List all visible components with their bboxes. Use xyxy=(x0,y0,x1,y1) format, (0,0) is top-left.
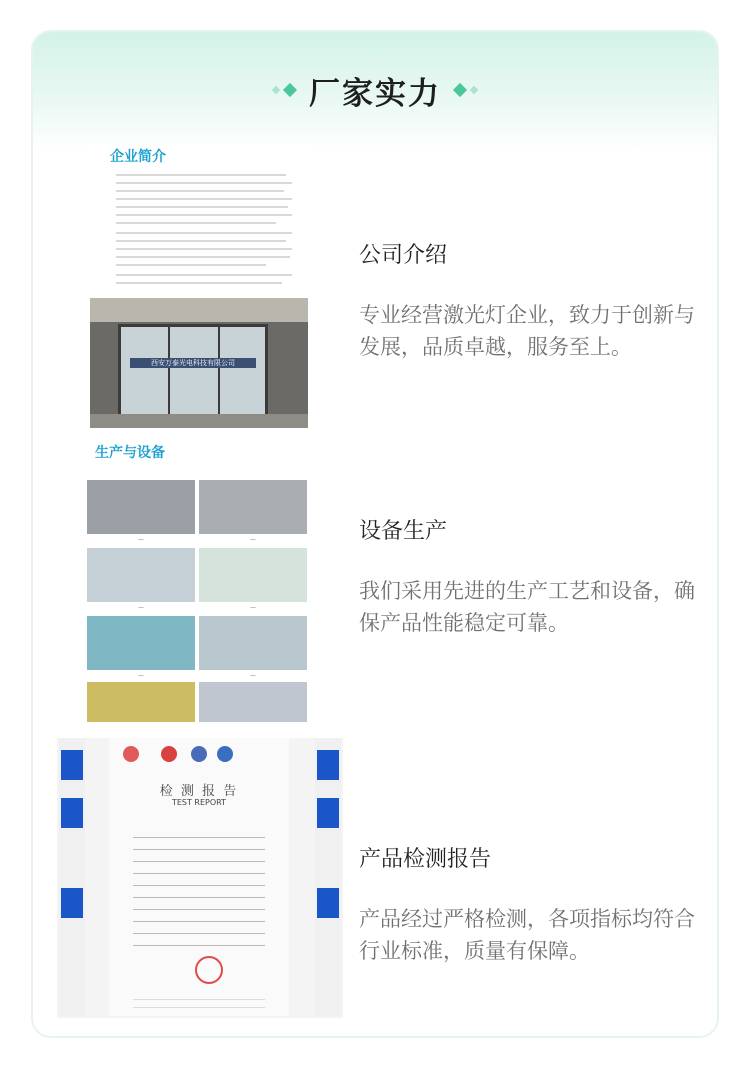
report-title-en: TEST REPORT xyxy=(171,798,227,807)
office-entrance-photo xyxy=(90,298,308,428)
section-company xyxy=(33,144,717,434)
test-report-image xyxy=(57,738,343,1020)
report-title: 检 测 报 告 xyxy=(159,784,239,799)
company-profile-image xyxy=(90,144,310,428)
red-stamp-icon xyxy=(195,956,223,984)
test-report-text xyxy=(359,842,699,967)
production-text xyxy=(359,514,699,639)
company-profile-heading: 企业简介 xyxy=(110,149,166,165)
card-header xyxy=(33,32,717,150)
section-test-report xyxy=(33,738,717,1028)
section-title: 公司介绍 xyxy=(359,243,448,268)
section-description: 我们采用先进的生产工艺和设备，确保产品性能稳定可靠。 xyxy=(359,579,695,635)
section-title: 产品检测报告 xyxy=(359,847,492,872)
section-production xyxy=(33,440,717,730)
section-title: 设备生产 xyxy=(359,519,448,544)
company-text xyxy=(359,238,699,363)
title-row xyxy=(33,68,717,112)
report-paper xyxy=(109,738,289,1016)
production-equipment-image: 生产与设备 — — — — — — xyxy=(61,440,341,724)
section-description: 专业经营激光灯企业，致力于创新与发展，品质卓越，服务至上。 xyxy=(359,303,695,359)
page-title: 厂家实力 xyxy=(309,75,441,112)
right-diamond-decoration xyxy=(455,85,477,95)
left-diamond-decoration xyxy=(273,85,295,95)
section-description: 产品经过严格检测，各项指标均符合行业标准，质量有保障。 xyxy=(359,907,695,963)
factory-strength-card xyxy=(31,30,719,1038)
production-heading: 生产与设备 xyxy=(95,445,165,461)
company-sign: 西安万泰光电科技有限公司 xyxy=(130,358,256,368)
